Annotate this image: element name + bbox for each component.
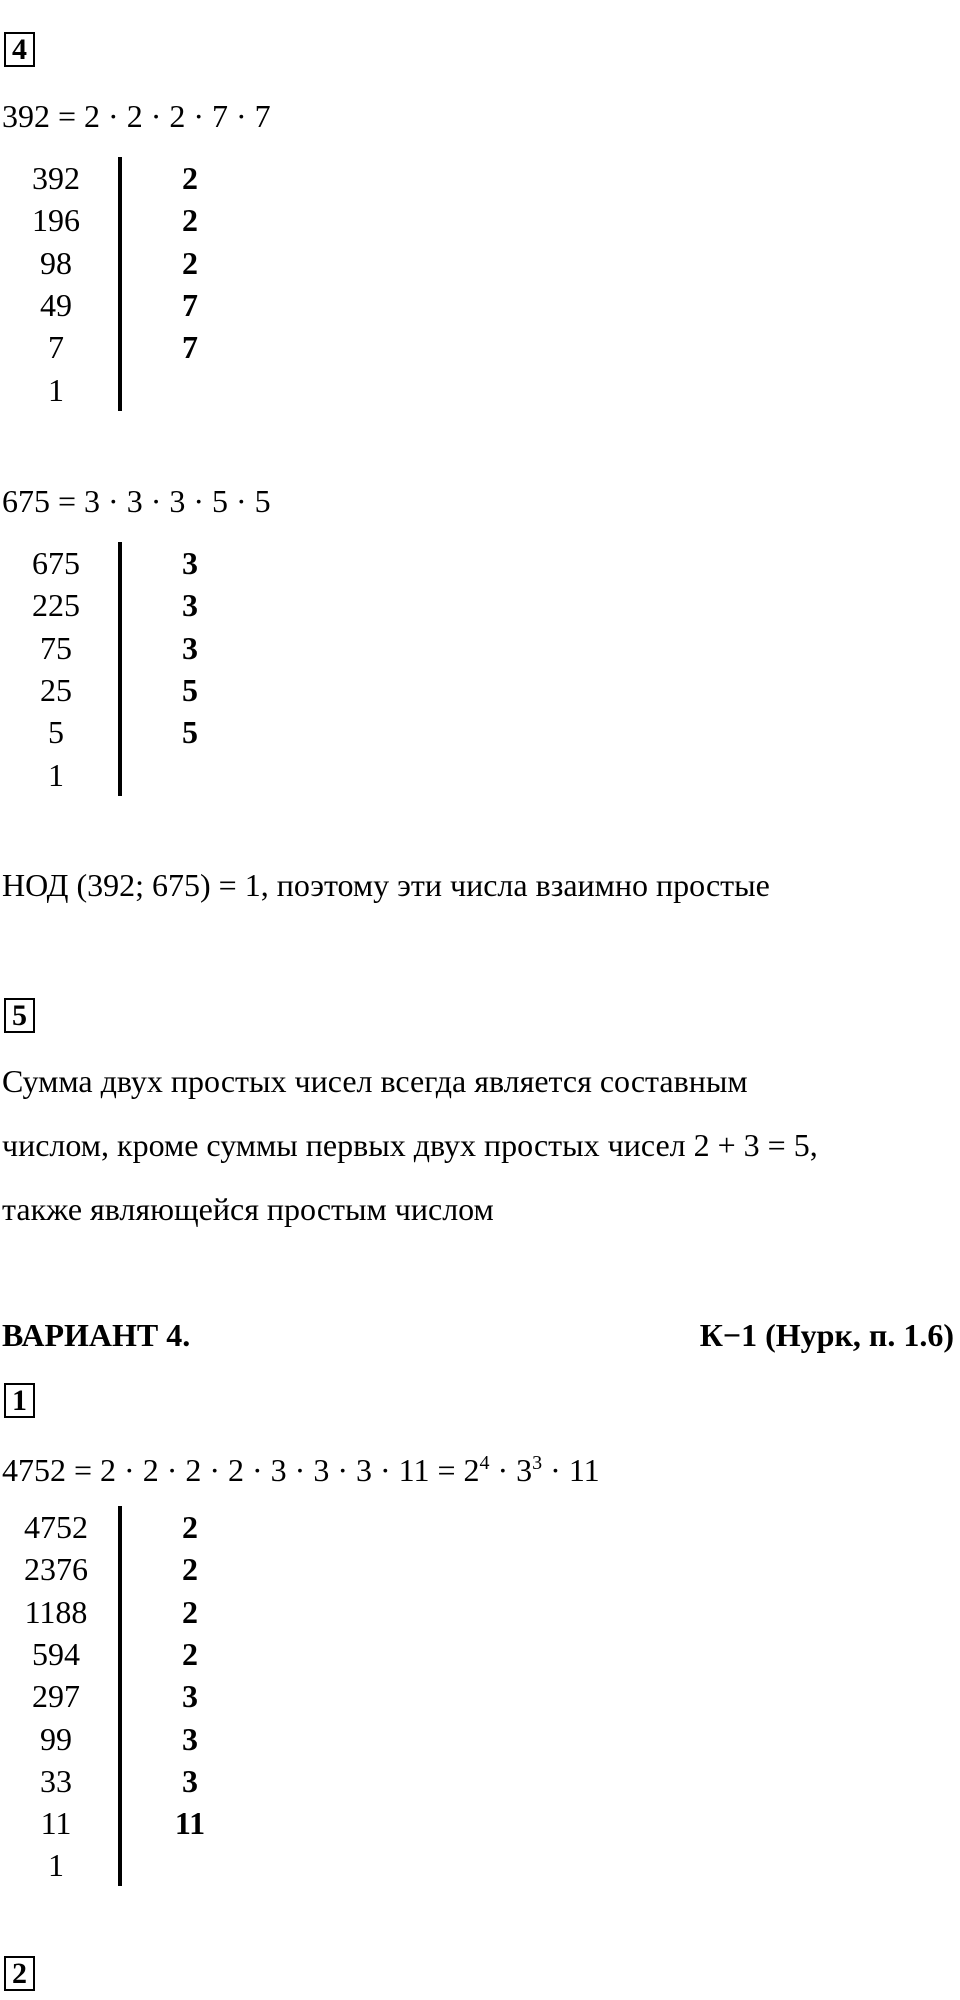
prime-factor: 2 [182, 202, 198, 239]
exponent: 3 [532, 1452, 543, 1474]
dividend: 297 [32, 1678, 80, 1715]
task-5-label [4, 998, 35, 1033]
dividend: 98 [40, 244, 72, 281]
prime-factor: 3 [182, 629, 198, 666]
factorization-675: 675 = 3 · 3 · 3 · 5 · 5 [2, 483, 271, 519]
task-5-line-1: Сумма двух простых чисел всегда является составным [2, 1063, 748, 1099]
prime-factor: 7 [182, 329, 198, 366]
dividend: 392 [32, 160, 80, 196]
prime-factor: 3 [182, 545, 198, 581]
dividend: 4752 [24, 1509, 88, 1545]
dividend: 594 [32, 1635, 80, 1672]
exponent: 4 [479, 1452, 490, 1474]
dividend: 49 [40, 286, 72, 323]
prime-factor: 2 [182, 1635, 198, 1672]
prime-factor: 2 [182, 1551, 198, 1588]
prime-factor: 5 [182, 671, 198, 708]
task-number-box: 2 [4, 1956, 35, 1991]
dividend: 196 [32, 202, 80, 239]
prime-factor: 7 [182, 286, 198, 323]
dividend: 1 [48, 756, 64, 793]
dividend: 2376 [24, 1551, 88, 1588]
prime-factor: 3 [182, 1678, 198, 1715]
equation-left: 4752 = 2 · 2 · 2 · 2 · 3 · 3 · 3 · 11 = 2 [2, 1452, 480, 1488]
dividend: 225 [32, 587, 80, 624]
dividend: 11 [40, 1805, 72, 1842]
prime-factor: 3 [182, 587, 198, 624]
prime-factor: 2 [182, 244, 198, 281]
prime-factor: 5 [182, 714, 198, 751]
dividend: 33 [40, 1762, 72, 1799]
task-number-box: 1 [4, 1383, 35, 1418]
dividend: 99 [40, 1720, 72, 1757]
variant-title: ВАРИАНТ 4. [2, 1317, 191, 1353]
test-title: К−1 (Нурк, п. 1.6) [699, 1317, 954, 1353]
equation-right: · 11 [542, 1452, 600, 1488]
division-line [118, 542, 122, 796]
prime-factor: 3 [182, 1720, 198, 1757]
task-number-box: 4 [4, 32, 35, 67]
division-line [118, 1506, 122, 1886]
dividend: 25 [40, 671, 72, 708]
dividend: 5 [48, 714, 64, 751]
prime-factor: 2 [182, 160, 198, 196]
dividend: 1 [48, 1847, 64, 1884]
gcd-conclusion: НОД (392; 675) = 1, поэтому эти числа взаимно простые [2, 867, 770, 903]
task-5-line-2: числом, кроме суммы первых двух простых чисел 2 + 3 = 5, [2, 1127, 818, 1163]
factorization-4752 [2, 1450, 600, 1490]
prime-factor: 3 [182, 1762, 198, 1799]
dividend: 675 [32, 545, 80, 581]
dividend: 1 [48, 371, 64, 408]
dividend: 1188 [24, 1593, 88, 1630]
dividend: 75 [40, 629, 72, 666]
equation-mid: · 3 [489, 1452, 533, 1488]
prime-factor: 2 [182, 1509, 198, 1545]
task-4-label [4, 32, 35, 67]
prime-factor: 2 [182, 1593, 198, 1630]
prime-factor: 11 [174, 1805, 206, 1842]
task-5-line-3: также являющейся простым числом [2, 1191, 494, 1227]
dividend: 7 [48, 329, 64, 366]
task-2-label [4, 1956, 35, 1991]
factorization-392: 392 = 2 · 2 · 2 · 7 · 7 [2, 98, 271, 134]
division-line [118, 157, 122, 411]
task-number-box: 5 [4, 998, 35, 1033]
task-1-label [4, 1383, 35, 1418]
